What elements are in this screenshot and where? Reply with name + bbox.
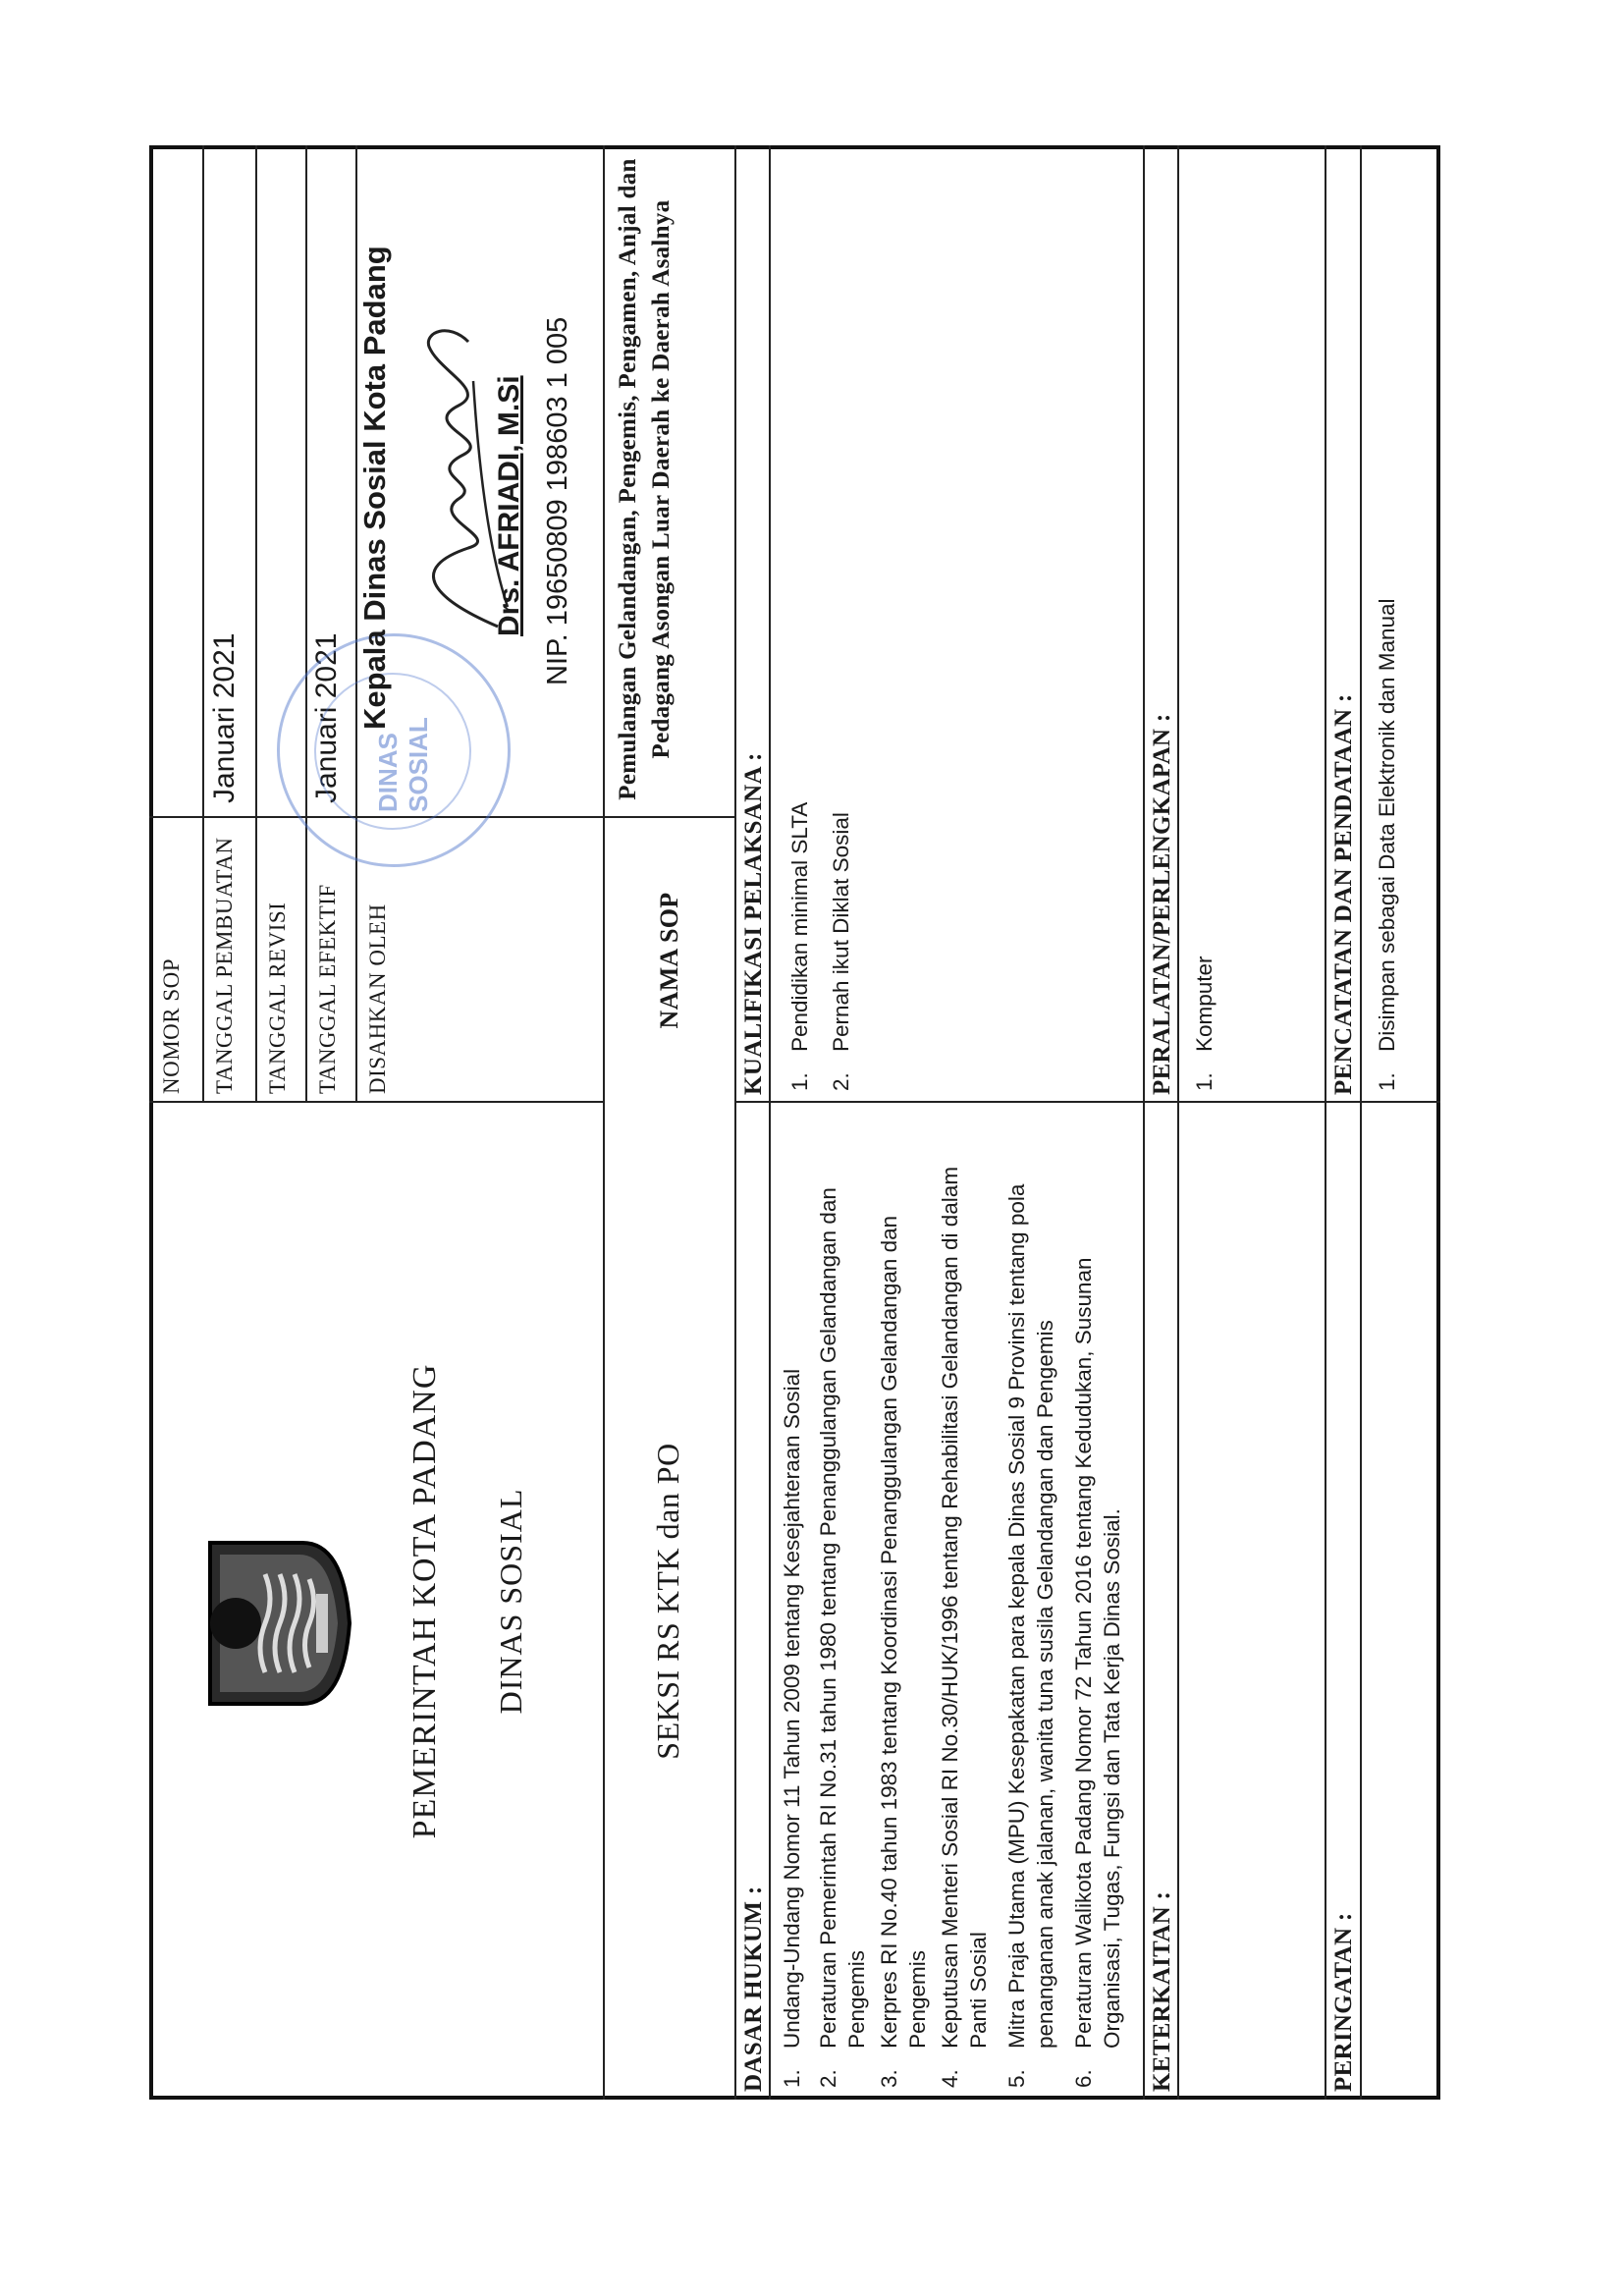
meta-label-nomor-sop: NOMOR SOP	[159, 957, 184, 1094]
peralatan-item: 1. Komputer	[1192, 956, 1217, 1091]
section-title-divider	[769, 145, 771, 2100]
sop-document-sheet	[149, 145, 1440, 2100]
sop-name-line-2: Pedagang Asongan Luar Daerah ke Daerah Asalnya	[648, 199, 675, 759]
government-title: PEMERINTAH KOTA PADANG	[406, 1363, 443, 1839]
section-title: SEKSI RS KTK dan PO	[650, 1443, 685, 1760]
header-bottom-divider	[603, 145, 605, 2100]
dasar-hukum-item: 2. Peraturan Pemerintah RI No.31 tahun 1980 tentang Penanggulangan Gelandangan dan Pengemis	[816, 1187, 869, 2088]
dasar-hukum-item: 3. Kerpres RI No.40 tahun 1983 tentang Koordinasi Penanggulangan Gelandangan dan Pengemis	[877, 1215, 930, 2088]
column-divider-lower	[734, 1101, 1440, 1103]
pencatatan-title: PENCATATAN DAN PENDATAAN :	[1330, 693, 1357, 1095]
column-divider	[149, 1101, 603, 1103]
section-title-divider	[1360, 145, 1362, 2100]
meta-label-tanggal-efektif: TANGGAL EFEKTIF	[315, 884, 340, 1094]
keterkaitan-title: KETERKAITAN :	[1149, 1890, 1175, 2092]
section-divider	[1325, 145, 1326, 2100]
section-title-divider	[1177, 145, 1179, 2100]
row-divider	[305, 145, 307, 1103]
meta-value-tanggal-pembuatan: Januari 2021	[208, 632, 241, 803]
dasar-hukum-item: 5. Mitra Praja Utama (MPU) Kesepakatan para kepala Dinas Sosial 9 Provinsi tentang pola penanganan anak jalanan, wanita tuna susila Gelandangan dan Pengemis	[1004, 1183, 1057, 2088]
sop-name-label: NAMA SOP	[655, 892, 683, 1029]
official-stamp: DINAS SOSIAL	[277, 631, 513, 867]
meta-label-tanggal-revisi: TANGGAL REVISI	[265, 902, 290, 1094]
meta-value-tanggal-efektif: Januari 2021	[310, 632, 343, 803]
dasar-hukum-list	[778, 1116, 1126, 2088]
dasar-hukum-item: 1. Undang-Undang Nomor 11 Tahun 2009 tentang Kesejahteraan Sosial	[780, 1368, 804, 2088]
peralatan-list	[1190, 158, 1218, 1091]
dasar-hukum-title: DASAR HUKUM :	[740, 1886, 767, 2092]
department-title: DINAS SOSIAL	[493, 1488, 528, 1715]
meta-label-disahkan-oleh: DISAHKAN OLEH	[365, 903, 390, 1094]
sop-name-line-1: Pemulangan Gelandangan, Pengemis, Pengamen, Anjal dan	[615, 158, 641, 800]
sop-name-bottom-divider	[734, 145, 736, 2100]
approval-title: Kepala Dinas Sosial Kota Padang	[357, 246, 392, 730]
section-divider	[1143, 145, 1145, 2100]
row-divider	[202, 145, 204, 1103]
dasar-hukum-item: 6. Peraturan Walikota Padang Nomor 72 Tahun 2016 tentang Kedudukan, Susunan Organisasi, Tugas, Fungsi dan Tata Kerja Dinas Sosial.	[1071, 1257, 1124, 2088]
approver-nip: NIP. 19650809 198603 1 005	[542, 316, 573, 685]
dasar-hukum-item: 4. Keputusan Menteri Sosial RI No.30/HUK/1996 tentang Rehabilitasi Gelandangan di dalam Panti Sosial	[938, 1166, 991, 2088]
pencatatan-item: 1. Disimpan sebagai Data Elektronik dan Manual	[1375, 598, 1399, 1091]
kualifikasi-title: KUALIFIKASI PELAKSANA :	[740, 752, 767, 1095]
approver-name: Drs. AFRIADI, M.Si	[493, 375, 525, 636]
padang-city-logo	[206, 1535, 353, 1712]
kualifikasi-item: 2. Pernah ikut Diklat Sosial	[829, 812, 853, 1091]
pencatatan-list	[1373, 158, 1401, 1091]
meta-label-tanggal-pembuatan: TANGGAL PEMBUATAN	[212, 837, 237, 1094]
row-divider	[255, 145, 257, 1103]
kualifikasi-item: 1. Pendidikan minimal SLTA	[787, 801, 812, 1091]
peringatan-title: PERINGATAN :	[1330, 1912, 1357, 2092]
peralatan-title: PERALATAN/PERLENGKAPAN :	[1149, 713, 1175, 1095]
kualifikasi-list	[780, 158, 862, 1091]
